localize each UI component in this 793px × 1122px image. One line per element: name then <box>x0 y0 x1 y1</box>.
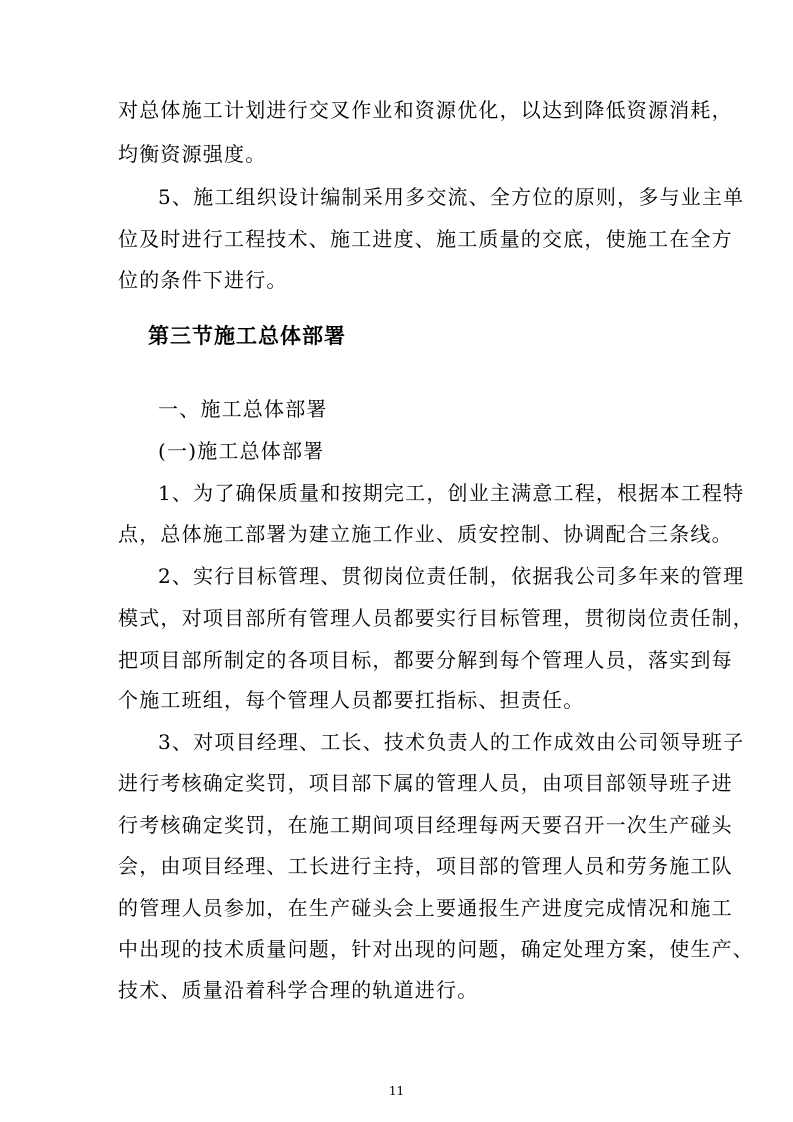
paragraph-line: 点，总体施工部署为建立施工作业、质安控制、协调配合三条线。 <box>118 522 733 546</box>
paragraph-line: 行考核确定奖罚，在施工期间项目经理每两天要召开一次生产碰头 <box>118 813 733 837</box>
paragraph-line: 位及时进行工程技术、施工进度、施工质量的交底，使施工在全方 <box>118 227 733 251</box>
paragraph-line: 的管理人员参加，在生产碰头会上要通报生产进度完成情况和施工 <box>118 896 733 920</box>
paragraph-line: 1、为了确保质量和按期完工，创业主满意工程，根据本工程特 <box>158 481 745 505</box>
paragraph-line: 会，由项目经理、工长进行主持，项目部的管理人员和劳务施工队 <box>118 854 733 878</box>
paragraph-line: 5、施工组织设计编制采用多交流、全方位的原则，多与业主单 <box>158 185 745 209</box>
page-number: 11 <box>388 1084 405 1098</box>
paragraph-line: 位的条件下进行。 <box>118 268 288 292</box>
paragraph-line: 3、对项目经理、工长、技术负责人的工作成效由公司领导班子 <box>158 730 745 754</box>
paragraph-line: 把项目部所制定的各项目标，都要分解到每个管理人员，落实到每 <box>118 648 733 672</box>
section-heading: 第三节施工总体部署 <box>148 323 346 348</box>
paragraph-line: 均衡资源强度。 <box>118 142 267 166</box>
subheading: (一)施工总体部署 <box>158 439 325 463</box>
paragraph-line: 进行考核确定奖罚，项目部下属的管理人员，由项目部领导班子进 <box>118 771 733 795</box>
paragraph-line: 对总体施工计划进行交叉作业和资源优化，以达到降低资源消耗， <box>118 98 733 122</box>
paragraph-line: 个施工班组，每个管理人员都要扛指标、担责任。 <box>118 688 585 712</box>
paragraph-line: 中出现的技术质量问题，针对出现的问题，确定处理方案，使生产、 <box>118 937 754 961</box>
subheading: 一、施工总体部署 <box>158 397 328 421</box>
paragraph-line: 2、实行目标管理、贯彻岗位责任制，依据我公司多年来的管理 <box>158 564 745 588</box>
paragraph-line: 技术、质量沿着科学合理的轨道进行。 <box>118 978 479 1002</box>
paragraph-line: 模式，对项目部所有管理人员都要实行目标管理，贯彻岗位责任制， <box>118 606 754 630</box>
